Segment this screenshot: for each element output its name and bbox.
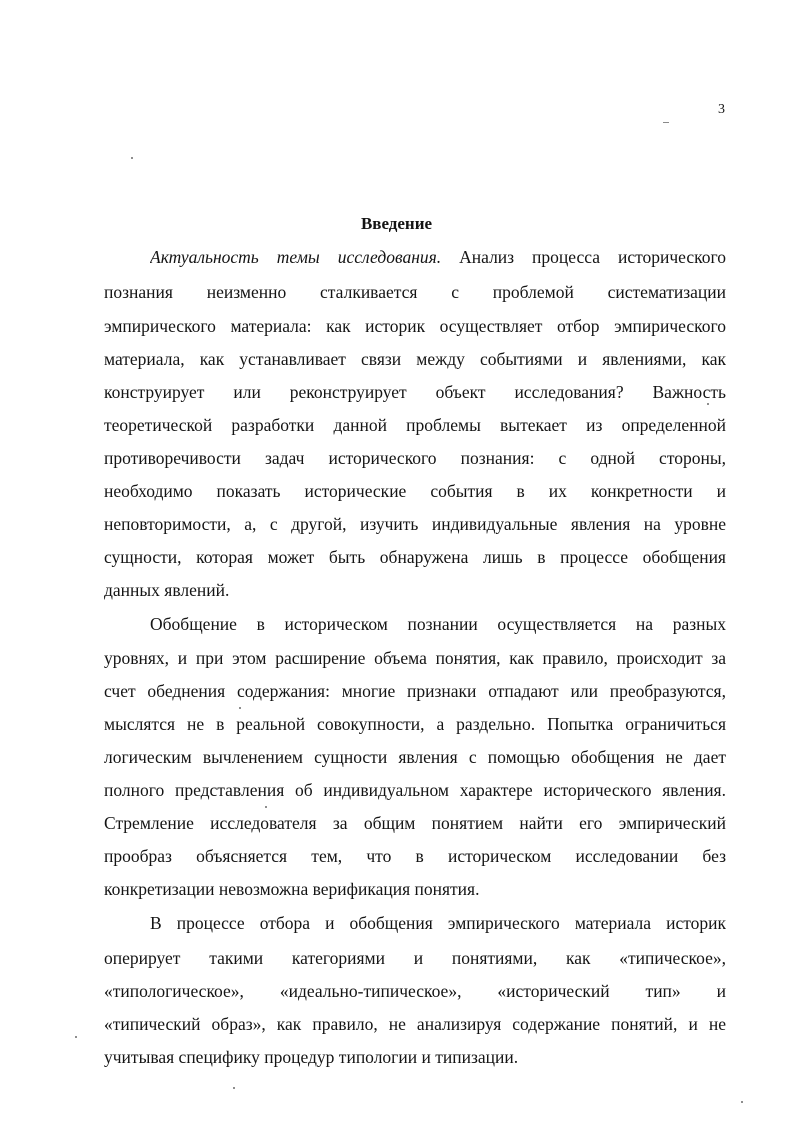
paragraph-1-line-last: данных явлений. bbox=[104, 580, 230, 600]
scan-speck bbox=[239, 707, 241, 709]
paragraph-2-line: полного представления об индивидуальном характере исторического явления. bbox=[104, 780, 726, 800]
paragraph-2-line: прообраз объясняется тем, что в историческом исследовании без bbox=[104, 846, 726, 866]
scan-speck bbox=[663, 122, 669, 123]
paragraph-2-line-1: Обобщение в историческом познании осуществляется на разных bbox=[150, 614, 726, 634]
paragraph-2-line-last: конкретизации невозможна верификация понятия. bbox=[104, 879, 480, 899]
paragraph-1-line: конструирует или реконструирует объект исследования? Важность bbox=[104, 382, 726, 402]
paragraph-3-line: «типический образ», как правило, не анализируя содержание понятий, и не bbox=[104, 1014, 726, 1034]
paragraph-1-line: сущности, которая может быть обнаружена лишь в процессе обобщения bbox=[104, 547, 726, 567]
paragraph-2-line: уровнях, и при этом расширение объема понятия, как правило, происходит за bbox=[104, 648, 726, 668]
paragraph-1-line: неповторимости, а, с другой, изучить индивидуальные явления на уровне bbox=[104, 514, 726, 534]
paragraph-1-line-1 bbox=[150, 245, 726, 269]
paragraph-1-line: необходимо показать исторические события в их конкретности и bbox=[104, 481, 726, 501]
paragraph-3-line-1: В процессе отбора и обобщения эмпирического материала историк bbox=[150, 913, 726, 933]
paragraph-1-line-1-text: Анализ процесса исторического bbox=[459, 247, 726, 267]
paragraph-2-line: мыслятся не в реальной совокупности, а раздельно. Попытка ограничиться bbox=[104, 714, 726, 734]
scan-speck bbox=[75, 1036, 77, 1038]
scan-speck bbox=[707, 403, 709, 405]
section-heading: Введение bbox=[360, 214, 433, 233]
paragraph-3-line: оперирует такими категориями и понятиями, как «типическое», bbox=[104, 948, 726, 968]
paragraph-3-line-last: учитывая специфику процедур типологии и типизации. bbox=[104, 1047, 519, 1067]
scan-speck bbox=[233, 1087, 235, 1089]
scan-speck bbox=[741, 1101, 743, 1103]
paragraph-2-line: Стремление исследователя за общим понятием найти его эмпирический bbox=[104, 813, 726, 833]
paragraph-1-line: эмпирического материала: как историк осуществляет отбор эмпирического bbox=[104, 316, 726, 336]
relevance-lead-italic: Актуальность темы исследования. bbox=[150, 247, 442, 267]
paragraph-1-line: познания неизменно сталкивается с проблемой систематизации bbox=[104, 282, 726, 302]
paragraph-1-line: теоретической разработки данной проблемы вытекает из определенной bbox=[104, 415, 726, 435]
scan-speck bbox=[265, 806, 267, 808]
paragraph-2-line: логическим вычленением сущности явления с помощью обобщения не дает bbox=[104, 747, 726, 767]
paragraph-1-line: противоречивости задач исторического познания: с одной стороны, bbox=[104, 448, 726, 468]
paragraph-1-line: материала, как устанавливает связи между событиями и явлениями, как bbox=[104, 349, 726, 369]
page-number: 3 bbox=[718, 102, 725, 117]
scan-speck bbox=[131, 157, 133, 159]
paragraph-2-line: счет обеднения содержания: многие признаки отпадают или преобразуются, bbox=[104, 681, 726, 701]
paragraph-3-line: «типологическое», «идеально-типическое», «исторический тип» и bbox=[104, 981, 726, 1001]
